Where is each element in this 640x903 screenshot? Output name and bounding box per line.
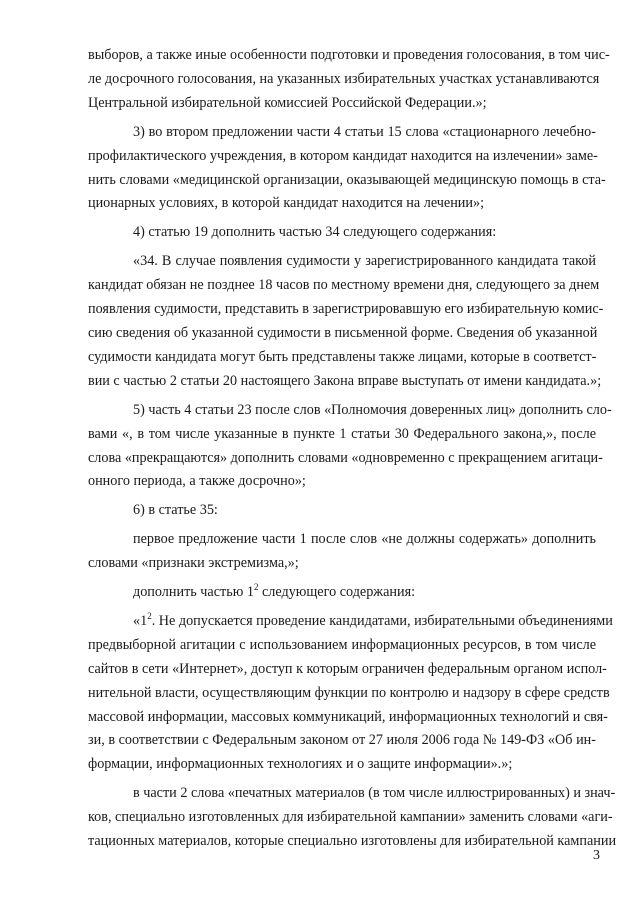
text-line: выборов, а также иные особенности подготовки и проведения голосования, в том чис- (88, 47, 610, 63)
paragraph-part-2 (88, 782, 617, 854)
page-number: 3 (593, 848, 600, 863)
text-line: слова «прекращаются» дополнить словами «одновременно с прекращением агитаци- (88, 449, 603, 466)
text-line: ционарных условиях, в которой кандидат находится на лечении»; (88, 195, 485, 212)
paragraph-add-part (88, 581, 596, 605)
text-fragment: . Не допускается проведение кандидатами, избирательными объединениями (151, 612, 613, 629)
paragraph-part-34 (88, 250, 604, 393)
text-line: 5) часть 4 статьи 23 после слов «Полномочия доверенных лиц» дополнить сло- (133, 401, 612, 418)
text-line: словами «признаки экстремизма,»; (88, 555, 299, 572)
paragraph-continuation (88, 44, 610, 116)
text-line: нительной власти, осуществляющим функции по контролю и надзору в сфере средств (88, 684, 610, 701)
paragraph-part-1-2 (88, 610, 613, 777)
paragraph-item-5 (88, 399, 612, 495)
text-line: Центральной избирательной комиссией Российской Федерации.»; (88, 94, 487, 111)
paragraph-item-6 (88, 499, 596, 523)
text-line: ле досрочного голосования, на указанных избирательных участках устанавливаются (88, 70, 600, 87)
text-line: зи, в соответствии с Федеральным законом от 27 июля 2006 года № 149-ФЗ «Об ин- (88, 732, 596, 749)
text-line: в части 2 слова «печатных материалов (в том числе иллюстрированных) и знач- (133, 785, 616, 802)
text-line (88, 581, 596, 605)
text-line: профилактического учреждения, в котором кандидат находится на излечении» заме- (88, 147, 598, 164)
text-line: сию сведения об указанной судимости в письменной форме. Сведения об указанной (88, 324, 598, 341)
text-fragment: следующего содержания: (258, 584, 416, 601)
superscript: 2 (253, 582, 259, 593)
text-fragment: дополнить частью 1 (133, 584, 254, 601)
text-line: массовой информации, массовых коммуникаций, информационных технологий и свя- (88, 708, 608, 725)
text-line: онного периода, а также досрочно»; (88, 473, 306, 490)
text-line: 4) статью 19 дополнить частью 34 следующего содержания: (133, 224, 497, 241)
superscript: 2 (147, 610, 152, 621)
text-line (88, 610, 613, 634)
text-line: сайтов в сети «Интернет», доступ к которым ограничен федеральным органом испол- (88, 660, 607, 677)
text-line: тационных материалов, которые специально изготовлены для избирательной кампании (88, 833, 617, 850)
text-line: 6) в статье 35: (133, 502, 218, 519)
document-body (88, 44, 617, 859)
text-line: 3) во втором предложении части 4 статьи 15 слова «стационарного лечебно- (133, 123, 596, 140)
text-line: первое предложение части 1 после слов «не должны содержать» дополнить (133, 531, 596, 548)
text-line: формации, информационных технологиях и о защите информации».»; (88, 756, 513, 773)
text-line: нить словами «медицинской организации, оказывающей медицинскую помощь в ста- (88, 171, 606, 188)
paragraph-item-4 (88, 221, 596, 245)
text-line: кандидат обязан не позднее 18 часов по местному времени дня, следующего за днем (88, 277, 600, 294)
text-line: ков, специально изготовленных для избирательной кампании» заменить словами «аги- (88, 809, 613, 826)
text-line: вами «, в том числе указанные в пункте 1 статьи 30 Федерального закона,», после (88, 425, 596, 442)
text-line: предвыборной агитации с использованием информационных ресурсов, в том числе (88, 636, 596, 653)
paragraph-item-3 (88, 121, 606, 217)
paragraph-first-sentence (88, 528, 596, 576)
text-fragment: «1 (133, 612, 148, 629)
text-line: «34. В случае появления судимости у зарегистрированного кандидата такой (133, 253, 596, 270)
text-line: судимости кандидата могут быть представлены также лицами, которые в соответст- (88, 348, 597, 365)
text-line: появления судимости, представить в зарегистрировавшую его избирательную комис- (88, 301, 604, 318)
text-line: вии с частью 2 статьи 20 настоящего Закона вправе выступать от имени кандидата.»; (88, 372, 602, 389)
